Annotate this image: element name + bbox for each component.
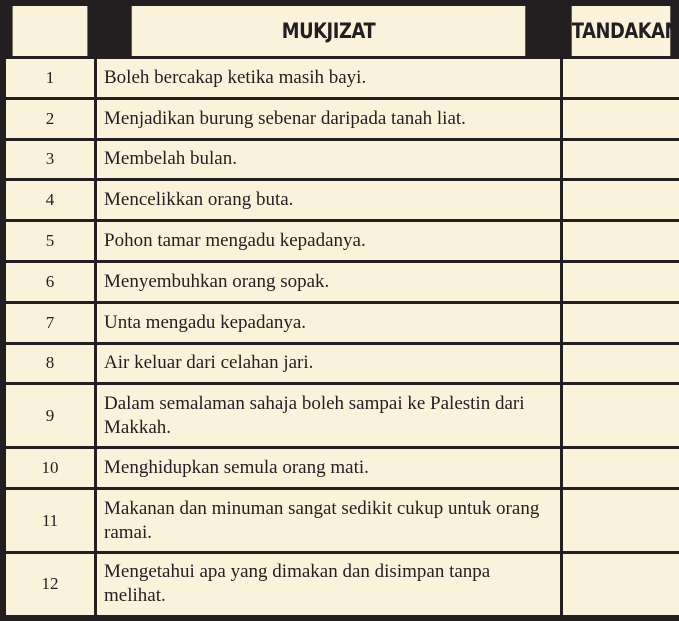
row-number: 2 (6, 100, 94, 138)
row-number: 12 (6, 554, 94, 615)
table-row (6, 100, 679, 138)
table-row (6, 141, 679, 179)
row-number: 7 (6, 304, 94, 342)
row-number: 8 (6, 345, 94, 383)
row-miracle-text: Pohon tamar mengadu kepadanya. (97, 222, 560, 260)
table-header-row (6, 6, 679, 56)
row-miracle-text: Unta mengadu kepadanya. (97, 304, 560, 342)
row-miracle-text: Air keluar dari celahan jari. (97, 345, 560, 383)
row-number: 3 (6, 141, 94, 179)
row-number: 1 (6, 59, 94, 97)
header-miracle: MUKJIZAT (132, 6, 526, 56)
row-number: 5 (6, 222, 94, 260)
row-miracle-text: Dalam semalaman sahaja boleh sampai ke Palestin dari Makkah. (97, 385, 560, 446)
row-number: 10 (6, 449, 94, 487)
row-mark-cell[interactable] (563, 100, 679, 138)
row-mark-cell[interactable] (563, 222, 679, 260)
row-mark-cell[interactable] (563, 263, 679, 301)
table-row (6, 385, 679, 446)
row-mark-cell[interactable] (563, 345, 679, 383)
row-mark-cell[interactable] (563, 141, 679, 179)
row-number: 4 (6, 181, 94, 219)
table-row (6, 449, 679, 487)
row-mark-cell[interactable] (563, 181, 679, 219)
row-mark-cell[interactable] (563, 490, 679, 551)
row-miracle-text: Mencelikkan orang buta. (97, 181, 560, 219)
table-row (6, 345, 679, 383)
table-row (6, 263, 679, 301)
row-mark-cell[interactable] (563, 385, 679, 446)
row-miracle-text: Menjadikan burung sebenar daripada tanah liat. (97, 100, 560, 138)
table-row (6, 222, 679, 260)
row-number: 6 (6, 263, 94, 301)
header-number (13, 6, 88, 56)
row-mark-cell[interactable] (563, 59, 679, 97)
row-number: 11 (6, 490, 94, 551)
row-miracle-text: Menghidupkan semula orang mati. (97, 449, 560, 487)
header-mark: TANDAKAN (572, 6, 671, 56)
table-row (6, 181, 679, 219)
table-row (6, 304, 679, 342)
miracles-table (3, 3, 679, 618)
row-miracle-text: Membelah bulan. (97, 141, 560, 179)
row-mark-cell[interactable] (563, 449, 679, 487)
row-miracle-text: Mengetahui apa yang dimakan dan disimpan tanpa melihat. (97, 554, 560, 615)
row-miracle-text: Menyembuhkan orang sopak. (97, 263, 560, 301)
row-miracle-text: Makanan dan minuman sangat sedikit cukup untuk orang ramai. (97, 490, 560, 551)
row-mark-cell[interactable] (563, 554, 679, 615)
table-row (6, 59, 679, 97)
row-number: 9 (6, 385, 94, 446)
row-miracle-text: Boleh bercakap ketika masih bayi. (97, 59, 560, 97)
row-mark-cell[interactable] (563, 304, 679, 342)
table-row (6, 490, 679, 551)
table-row (6, 554, 679, 615)
